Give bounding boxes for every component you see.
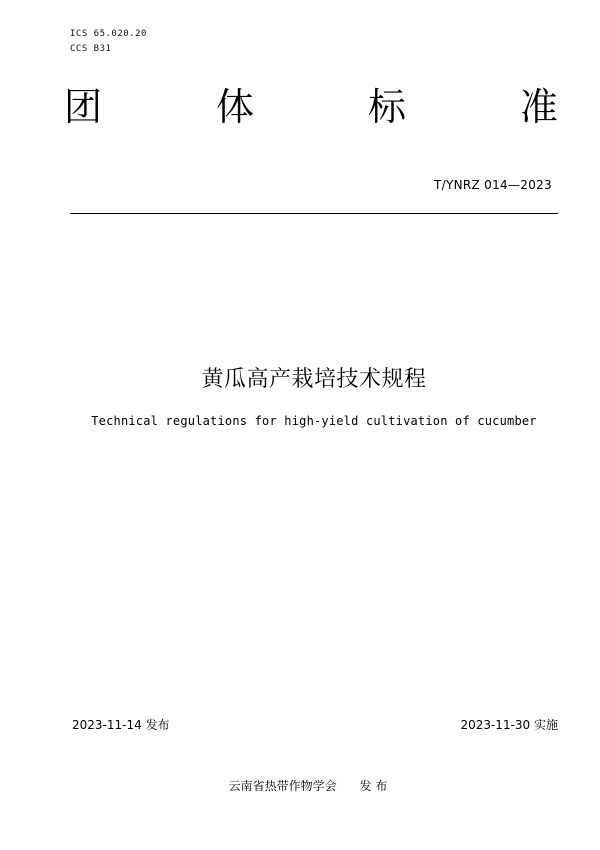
publisher-line — [0, 777, 600, 794]
document-title-chinese: 黄瓜高产栽培技术规程 — [201, 367, 427, 392]
publisher-name: 云南省热带作物学会 — [228, 779, 337, 793]
ccs-code: CCS B31 — [70, 44, 112, 54]
standard-type-char: 准 — [519, 85, 558, 129]
publisher-action: 发 布 — [359, 779, 388, 793]
implementation-date: 2023-11-30 实施 — [460, 718, 558, 732]
issue-date: 2023-11-14 发布 — [72, 718, 170, 732]
document-title-english: Technical regulations for high-yield cultivation of cucumber — [91, 414, 537, 428]
ics-code: ICS 65.020.20 — [70, 29, 147, 39]
standard-type-char: 团 — [64, 85, 103, 129]
header-divider — [70, 213, 558, 214]
standard-type-char: 标 — [367, 85, 406, 129]
standard-type-heading — [64, 85, 558, 129]
standard-type-char: 体 — [215, 85, 254, 129]
standard-number: T/YNRZ 014—2023 — [434, 178, 552, 192]
